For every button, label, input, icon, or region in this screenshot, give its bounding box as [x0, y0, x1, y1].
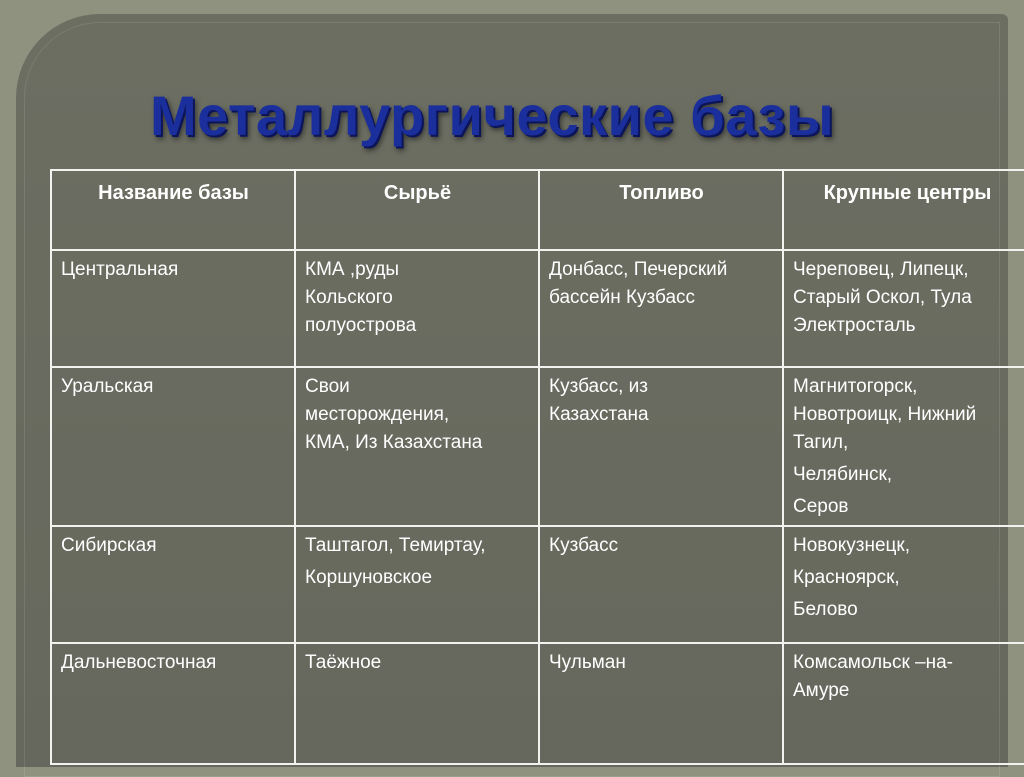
cell-base-name: [51, 643, 295, 764]
table-row: [51, 643, 1024, 764]
cell-line: Таёжное: [305, 652, 382, 673]
cell-line: Амуре: [793, 680, 850, 701]
cell-line: Дальневосточная: [61, 652, 217, 673]
cell-line: Таштагол, Темиртау,: [305, 535, 486, 556]
cell-line: Электросталь: [793, 315, 916, 336]
cell-line: Череповец, Липецк,: [793, 259, 969, 280]
cell-line: Тагил,: [793, 432, 849, 453]
cell-fuel: [539, 526, 783, 643]
cell-major-centers: [783, 526, 1024, 643]
cell-line: бассейн Кузбасс: [549, 287, 696, 308]
cell-line: Новотроицк, Нижний: [793, 404, 977, 425]
cell-line: Кузбасс, из: [549, 376, 648, 397]
cell-major-centers: [783, 367, 1024, 526]
table-header-row: [51, 170, 1024, 250]
cell-line: Комсамольск –на-: [793, 652, 954, 673]
table-row: [51, 526, 1024, 643]
cell-line: Казахстана: [549, 404, 649, 425]
metallurgical-bases-table: [50, 169, 1024, 765]
cell-line: Кузбасс: [549, 535, 619, 556]
cell-line: Уральская: [61, 376, 154, 397]
cell-fuel: [539, 250, 783, 367]
cell-line: Белово: [793, 599, 858, 620]
table-row: [51, 250, 1024, 367]
cell-fuel: [539, 367, 783, 526]
cell-line: Сибирская: [61, 535, 157, 556]
cell-base-name: [51, 526, 295, 643]
cell-line: Коршуновское: [305, 567, 433, 588]
cell-line: Красноярск,: [793, 567, 900, 588]
cell-line: Новокузнецк,: [793, 535, 911, 556]
header-fuel: Топливо: [539, 170, 783, 250]
cell-line: полуострова: [305, 315, 417, 336]
cell-line: Донбасс, Печерский: [549, 259, 728, 280]
cell-line: Кольского: [305, 287, 393, 308]
cell-line: месторождения,: [305, 404, 450, 425]
cell-raw-materials: [295, 367, 539, 526]
cell-base-name: [51, 367, 295, 526]
table-row: [51, 367, 1024, 526]
cell-line: Старый Оскол, Тула: [793, 287, 972, 308]
cell-line: Магнитогорск,: [793, 376, 918, 397]
cell-line: Челябинск,: [793, 464, 893, 485]
header-major-centers: Крупные центры: [783, 170, 1024, 250]
slide-title: Металлургические базы: [150, 84, 835, 147]
header-raw-materials: Сырьё: [295, 170, 539, 250]
cell-line: Свои: [305, 376, 350, 397]
cell-major-centers: [783, 250, 1024, 367]
cell-line: КМА ,руды: [305, 259, 400, 280]
cell-major-centers: [783, 643, 1024, 764]
cell-raw-materials: [295, 526, 539, 643]
header-base-name: Название базы: [51, 170, 295, 250]
cell-raw-materials: [295, 643, 539, 764]
cell-raw-materials: [295, 250, 539, 367]
cell-line: КМА, Из Казахстана: [305, 432, 483, 453]
cell-base-name: [51, 250, 295, 367]
cell-line: Чульман: [549, 652, 626, 673]
cell-line: Центральная: [61, 259, 179, 280]
cell-fuel: [539, 643, 783, 764]
cell-line: Серов: [793, 496, 849, 517]
